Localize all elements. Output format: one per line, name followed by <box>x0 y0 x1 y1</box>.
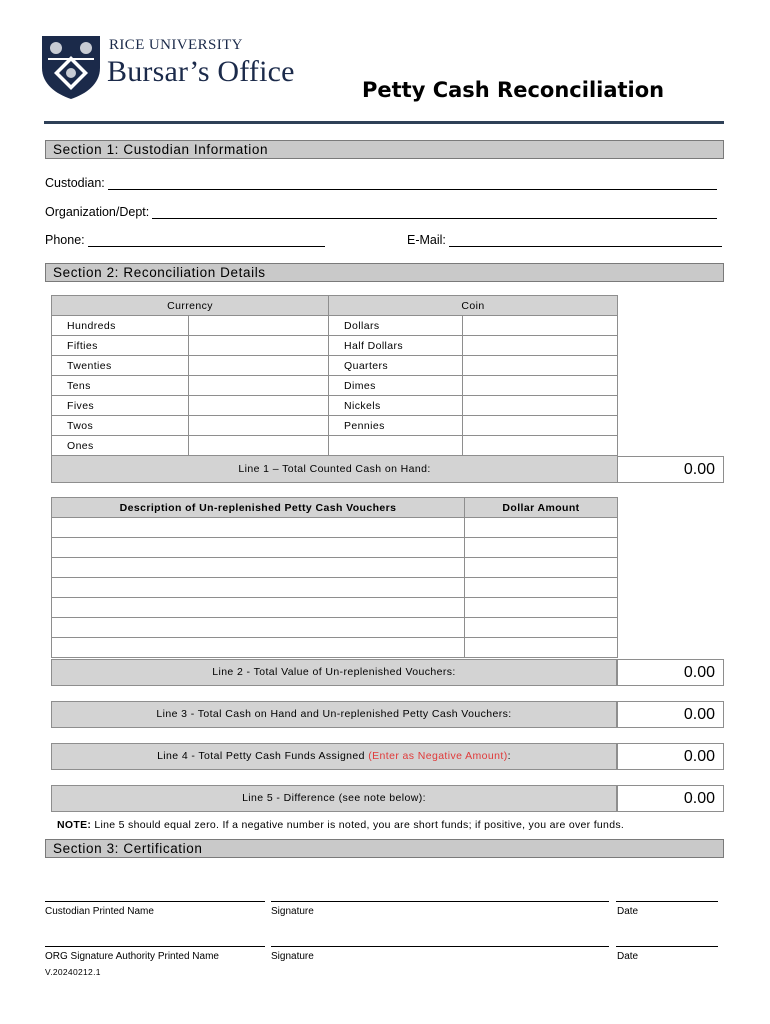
line4-label: Line 4 - Total Petty Cash Funds Assigned <box>157 750 369 762</box>
voucher-desc-input[interactable] <box>52 538 465 558</box>
org-authority-date-line[interactable] <box>616 946 718 947</box>
date-label: Date <box>617 906 639 917</box>
custodian-signature-line[interactable] <box>271 901 609 902</box>
line4-negative-hint: (Enter as Negative Amount) <box>368 750 508 762</box>
voucher-desc-input[interactable] <box>52 638 465 658</box>
currency-amount-input[interactable] <box>189 336 329 356</box>
coin-amount-input[interactable] <box>463 416 618 436</box>
org-authority-signature-line[interactable] <box>271 946 609 947</box>
org-authority-name-line[interactable] <box>45 946 265 947</box>
phone-input[interactable] <box>88 237 325 247</box>
coin-amount-input[interactable] <box>463 356 618 376</box>
line5-amount[interactable]: 0.00 <box>617 785 724 812</box>
voucher-amount-header: Dollar Amount <box>465 498 618 518</box>
org-authority-name-label: ORG Signature Authority Printed Name <box>45 951 219 962</box>
cash-count-table <box>51 295 618 483</box>
line3-amount[interactable]: 0.00 <box>617 701 724 728</box>
email-field[interactable] <box>407 233 722 247</box>
voucher-desc-input[interactable] <box>52 598 465 618</box>
voucher-desc-input[interactable] <box>52 518 465 538</box>
currency-amount-input[interactable] <box>189 436 329 456</box>
custodian-date-line[interactable] <box>616 901 718 902</box>
line4-colon: : <box>507 750 511 762</box>
line4-amount[interactable]: 0.00 <box>617 743 724 770</box>
coin-amount-input[interactable] <box>463 396 618 416</box>
section2-header: Section 2: Reconciliation Details <box>45 263 724 282</box>
title-divider <box>44 121 724 124</box>
currency-amount-input[interactable] <box>189 416 329 436</box>
page-title: Petty Cash Reconciliation <box>362 78 665 102</box>
line5-label: Line 5 - Difference (see note below): <box>51 785 617 812</box>
currency-label: Fives <box>52 396 189 416</box>
voucher-desc-input[interactable] <box>52 558 465 578</box>
empty-cell <box>329 436 463 456</box>
voucher-amount-input[interactable] <box>465 538 618 558</box>
currency-label: Ones <box>52 436 189 456</box>
currency-header: Currency <box>52 296 329 316</box>
currency-label: Twenties <box>52 356 189 376</box>
signature-label: Signature <box>271 906 314 917</box>
coin-amount-input[interactable] <box>463 376 618 396</box>
custodian-printed-name-label: Custodian Printed Name <box>45 906 154 917</box>
coin-header: Coin <box>329 296 618 316</box>
date-label: Date <box>617 951 639 962</box>
version-label: V.20240212.1 <box>45 967 101 977</box>
line4-box <box>51 743 617 770</box>
coin-amount-input[interactable] <box>463 316 618 336</box>
line3-label: Line 3 - Total Cash on Hand and Un-replenished Petty Cash Vouchers: <box>51 701 617 728</box>
org-dept-field[interactable] <box>45 205 717 219</box>
currency-label: Tens <box>52 376 189 396</box>
voucher-amount-input[interactable] <box>465 618 618 638</box>
email-input[interactable] <box>449 237 722 247</box>
custodian-name-line[interactable] <box>45 901 265 902</box>
line2-label: Line 2 - Total Value of Un-replenished Vouchers: <box>51 659 617 686</box>
office-name: Bursar’s Office <box>107 55 295 88</box>
coin-label: Nickels <box>329 396 463 416</box>
custodian-input[interactable] <box>108 180 717 190</box>
voucher-amount-input[interactable] <box>465 578 618 598</box>
section1-header: Section 1: Custodian Information <box>45 140 724 159</box>
currency-label: Hundreds <box>52 316 189 336</box>
currency-amount-input[interactable] <box>189 316 329 336</box>
currency-amount-input[interactable] <box>189 356 329 376</box>
voucher-desc-input[interactable] <box>52 618 465 638</box>
line2-amount[interactable]: 0.00 <box>617 659 724 686</box>
org-dept-input[interactable] <box>152 209 717 219</box>
voucher-amount-input[interactable] <box>465 558 618 578</box>
note-bold: NOTE: <box>57 819 92 831</box>
coin-label: Pennies <box>329 416 463 436</box>
coin-label: Dimes <box>329 376 463 396</box>
voucher-amount-input[interactable] <box>465 518 618 538</box>
voucher-table <box>51 497 618 658</box>
line5-note <box>57 819 624 831</box>
custodian-label: Custodian: <box>45 176 105 190</box>
empty-cell <box>463 436 618 456</box>
currency-amount-input[interactable] <box>189 396 329 416</box>
voucher-desc-input[interactable] <box>52 578 465 598</box>
signature-label: Signature <box>271 951 314 962</box>
voucher-amount-input[interactable] <box>465 638 618 658</box>
phone-field[interactable] <box>45 233 325 247</box>
email-label: E-Mail: <box>407 233 446 247</box>
coin-label: Quarters <box>329 356 463 376</box>
university-name: RICE UNIVERSITY <box>109 37 243 53</box>
coin-label: Dollars <box>329 316 463 336</box>
currency-label: Fifties <box>52 336 189 356</box>
line1-label: Line 1 – Total Counted Cash on Hand: <box>52 456 618 483</box>
coin-amount-input[interactable] <box>463 336 618 356</box>
currency-label: Twos <box>52 416 189 436</box>
org-dept-label: Organization/Dept: <box>45 205 150 219</box>
section3-header: Section 3: Certification <box>45 839 724 858</box>
currency-amount-input[interactable] <box>189 376 329 396</box>
voucher-amount-input[interactable] <box>465 598 618 618</box>
coin-label: Half Dollars <box>329 336 463 356</box>
note-text: Line 5 should equal zero. If a negative number is noted, you are short funds; if positive, you are over funds. <box>91 819 625 831</box>
voucher-desc-header: Description of Un-replenished Petty Cash Vouchers <box>52 498 465 518</box>
line1-amount[interactable]: 0.00 <box>617 456 724 483</box>
custodian-field[interactable] <box>45 176 717 190</box>
rice-shield-logo <box>40 34 102 100</box>
phone-label: Phone: <box>45 233 85 247</box>
